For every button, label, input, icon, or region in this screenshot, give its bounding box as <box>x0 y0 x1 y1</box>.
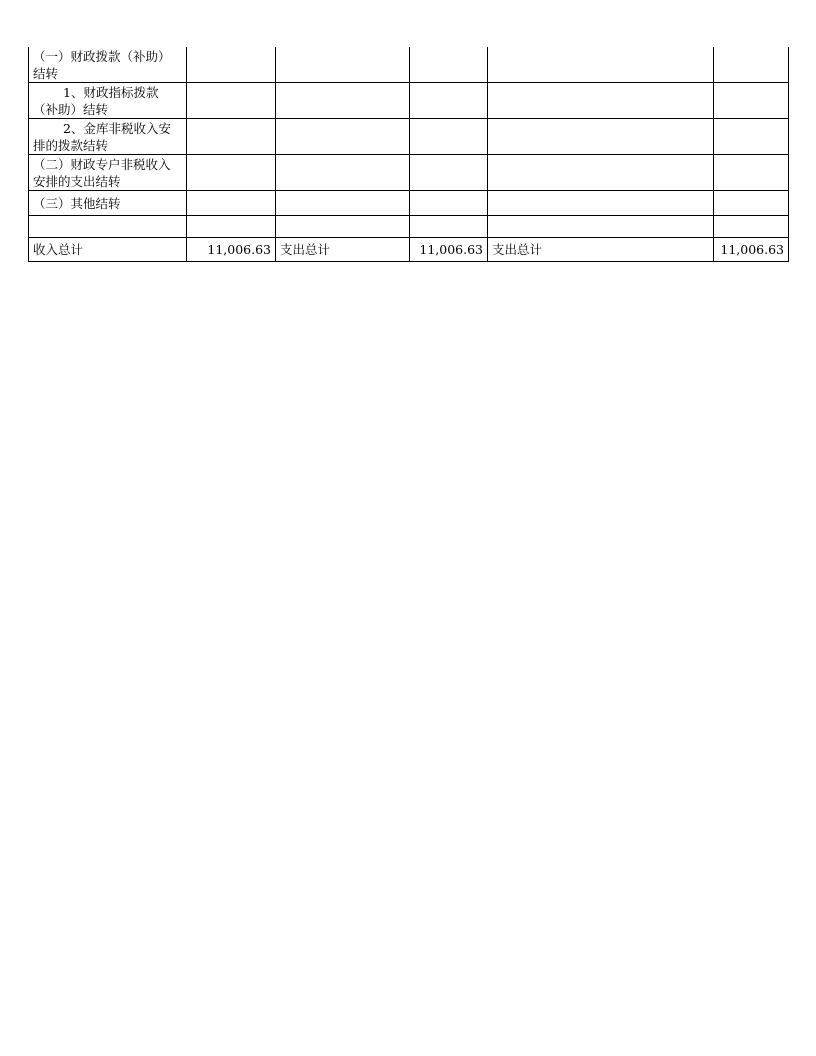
expense-total-value: 11,006.63 <box>410 238 488 262</box>
expense-value-cell <box>410 119 488 155</box>
income-cell <box>187 83 276 119</box>
expense-value-cell <box>410 191 488 216</box>
expense-value-cell <box>714 216 789 238</box>
row-label: （三）其他结转 <box>29 191 187 216</box>
income-total-label: 收入总计 <box>29 238 187 262</box>
table-row <box>29 191 789 216</box>
expense-label-cell <box>276 191 410 216</box>
row-label <box>29 216 187 238</box>
row-label: （一）财政拨款（补助）结转 <box>29 47 187 83</box>
expense-total-label: 支出总计 <box>276 238 410 262</box>
expense-value-cell <box>714 191 789 216</box>
expense-label-cell <box>276 216 410 238</box>
totals-row <box>29 238 789 262</box>
expense-value-cell <box>714 155 789 191</box>
expense-total-value-2: 11,006.63 <box>714 238 789 262</box>
table-row <box>29 216 789 238</box>
expense-value-cell <box>714 83 789 119</box>
expense-label-cell <box>276 155 410 191</box>
expense-label-cell <box>276 119 410 155</box>
table-row <box>29 47 789 83</box>
expense-total-label-2: 支出总计 <box>488 238 714 262</box>
expense-label-cell <box>488 216 714 238</box>
table-row <box>29 119 789 155</box>
row-label: 1、财政指标拨款（补助）结转 <box>29 83 187 119</box>
expense-value-cell <box>714 47 789 83</box>
expense-label-cell <box>488 191 714 216</box>
expense-value-cell <box>714 119 789 155</box>
expense-value-cell <box>410 47 488 83</box>
income-cell <box>187 216 276 238</box>
income-cell <box>187 119 276 155</box>
table-row <box>29 83 789 119</box>
table-row <box>29 155 789 191</box>
expense-label-cell <box>488 83 714 119</box>
expense-label-cell <box>276 83 410 119</box>
expense-label-cell <box>488 155 714 191</box>
income-cell <box>187 191 276 216</box>
income-total-value: 11,006.63 <box>187 238 276 262</box>
budget-table <box>28 47 789 262</box>
expense-value-cell <box>410 216 488 238</box>
expense-label-cell <box>276 47 410 83</box>
expense-value-cell <box>410 83 488 119</box>
expense-label-cell <box>488 47 714 83</box>
row-label: （二）财政专户非税收入安排的支出结转 <box>29 155 187 191</box>
expense-label-cell <box>488 119 714 155</box>
income-cell <box>187 47 276 83</box>
income-cell <box>187 155 276 191</box>
expense-value-cell <box>410 155 488 191</box>
row-label: 2、金库非税收入安排的拨款结转 <box>29 119 187 155</box>
